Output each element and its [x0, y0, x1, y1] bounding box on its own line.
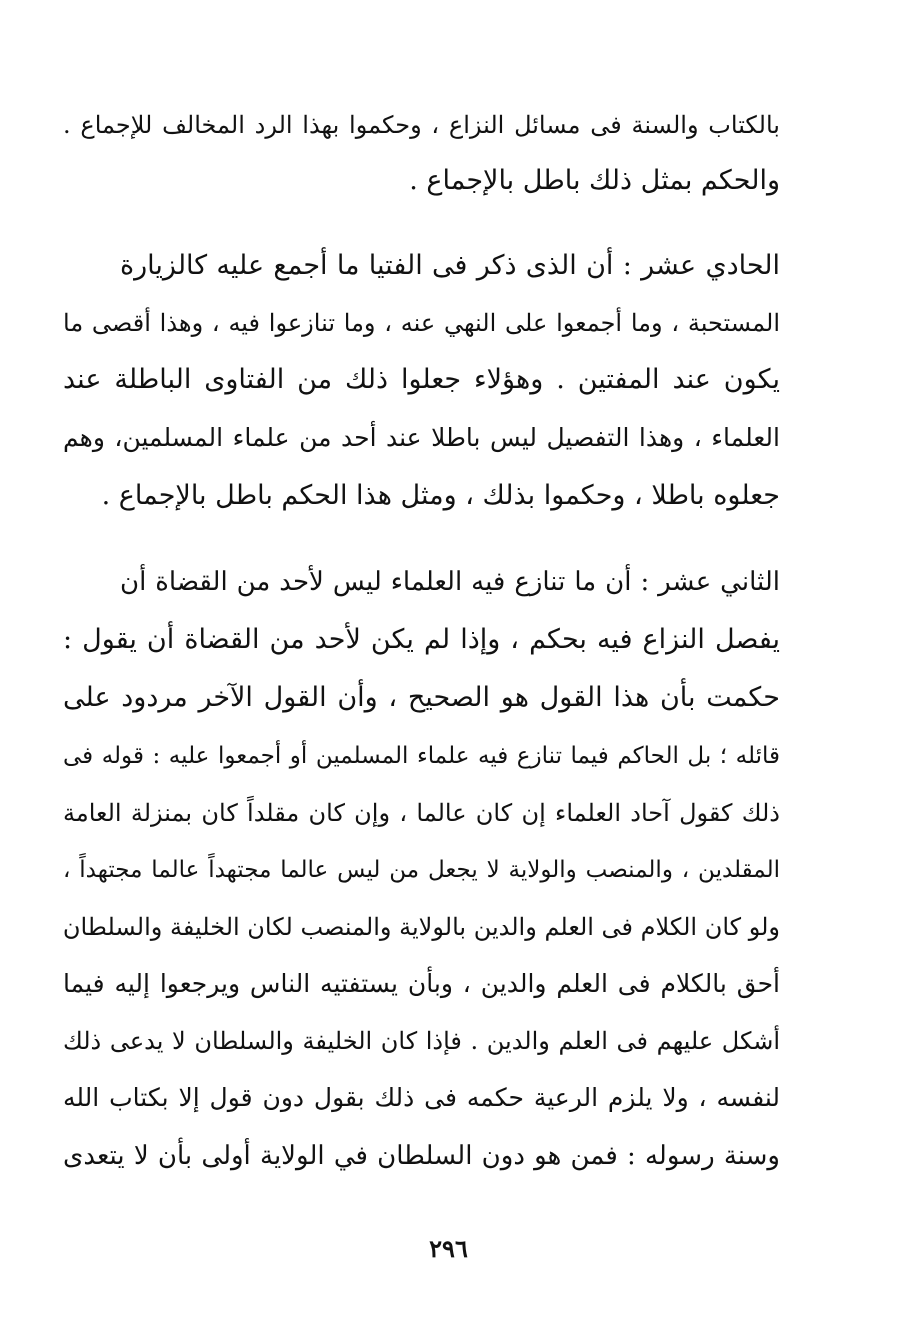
text-line: ذلك كقول آحاد العلماء إن كان عالما ، وإن كان مقلداً كان بمنزلة العامة — [63, 799, 780, 827]
text-line: جعلوه باطلا ، وحكموا بذلك ، ومثل هذا الحكم باطل بالإجماع . — [101, 480, 780, 511]
text-line: يفصل النزاع فيه بحكم ، وإذا لم يكن لأحد من القضاة أن يقول : — [63, 624, 780, 655]
text-line: أشكل عليهم فى العلم والدين . فإذا كان الخليفة والسلطان لا يدعى ذلك — [63, 1027, 780, 1055]
text-line: لنفسه ، ولا يلزم الرعية حكمه فى ذلك بقول دون قول إلا بكتاب الله — [63, 1083, 780, 1112]
text-line: يكون عند المفتين . وهؤلاء جعلوا ذلك من الفتاوى الباطلة عند — [63, 364, 780, 395]
text-line: والحكم بمثل ذلك باطل بالإجماع . — [409, 165, 780, 196]
text-line: قائله ؛ بل الحاكم فيما تنازع فيه علماء المسلمين أو أجمعوا عليه : قوله فى — [63, 743, 780, 769]
text-line: بالكتاب والسنة فى مسائل النزاع ، وحكموا بهذا الرد المخالف للإجماع . — [63, 111, 780, 139]
text-line: العلماء ، وهذا التفصيل ليس باطلا عند أحد من علماء المسلمين، وهم — [63, 423, 780, 452]
text-line: الثاني عشر : أن ما تنازع فيه العلماء ليس لأحد من القضاة أن — [120, 567, 780, 597]
text-line: ولو كان الكلام فى العلم والدين بالولاية والمنصب لكان الخليفة والسلطان — [62, 913, 780, 941]
text-line: المستحبة ، وما أجمعوا على النهي عنه ، وما تنازعوا فيه ، وهذا أقصى ما — [63, 309, 780, 337]
text-line: أحق بالكلام فى العلم والدين ، وبأن يستفتيه الناس ويرجعوا إليه فيما — [63, 969, 780, 998]
text-line: وسنة رسوله : فمن هو دون السلطان في الولاية أولى بأن لا يتعدى — [63, 1141, 780, 1171]
page-number: ٢٩٦ — [429, 1234, 468, 1263]
text-line: المقلدين ، والمنصب والولاية لا يجعل من ليس عالما مجتهداً عالما مجتهداً ، — [63, 857, 780, 883]
text-line: حكمت بأن هذا القول هو الصحيح ، وأن القول الآخر مردود على — [63, 682, 780, 713]
text-line: الحادي عشر : أن الذى ذكر فى الفتيا ما أجمع عليه كالزيارة — [120, 250, 780, 281]
